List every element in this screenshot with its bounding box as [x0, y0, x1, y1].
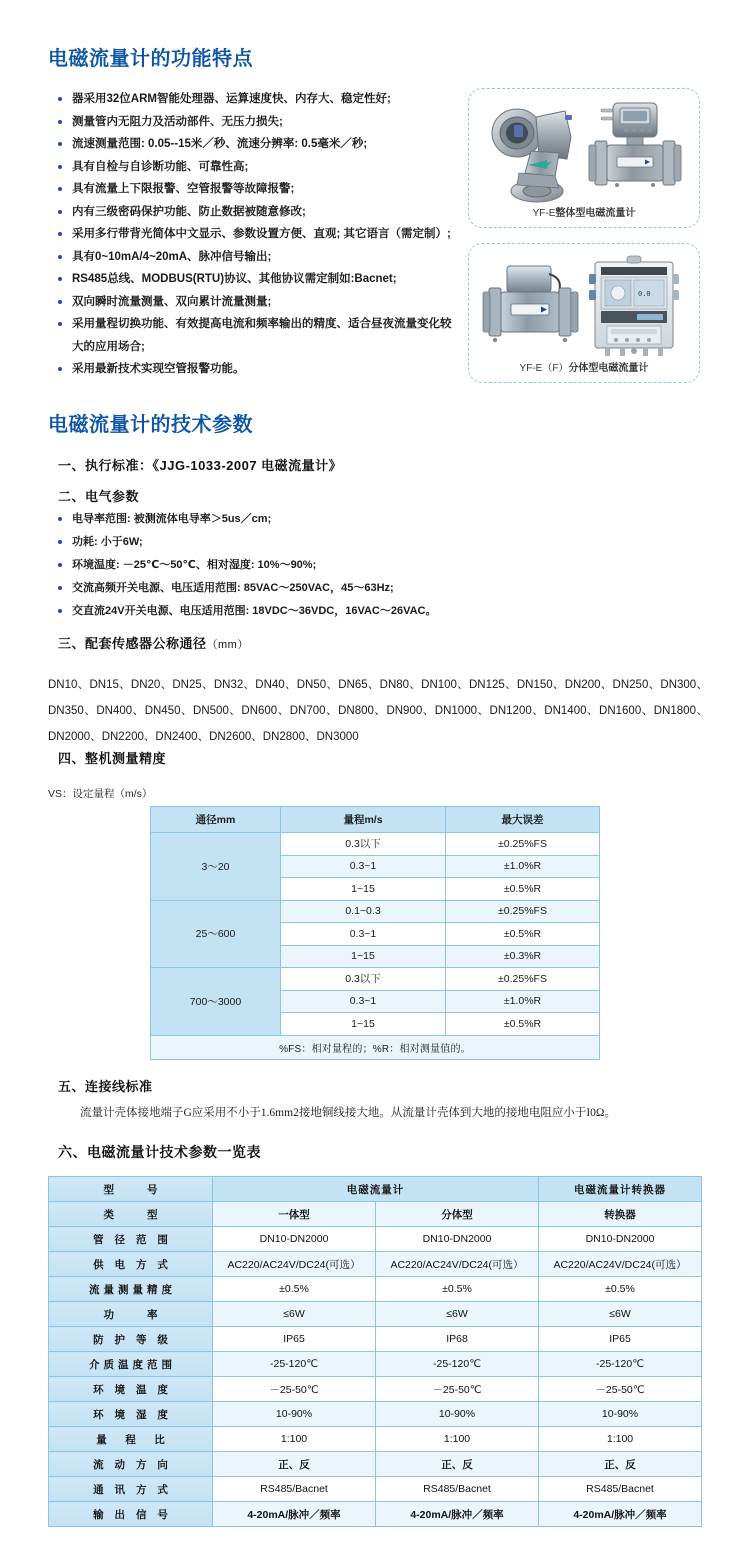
- spec-row-label: 流量测量精度: [49, 1277, 213, 1302]
- accuracy-table-body: [151, 833, 600, 1060]
- feature-item: 采用最新技术实现空管报警功能。: [58, 358, 458, 381]
- accuracy-cell-range: 0.3~1: [281, 923, 446, 946]
- spec-cell: 1:100: [539, 1427, 702, 1452]
- feature-item: 内有三级密码保护功能、防止数据被随意修改;: [58, 201, 458, 224]
- spec-cell: 10-90%: [539, 1402, 702, 1427]
- accuracy-group-diameter: 700～3000: [151, 968, 281, 1036]
- spec-table-row: [49, 1452, 702, 1477]
- spec-cell: -25-120℃: [539, 1352, 702, 1377]
- accuracy-cell-error: ±0.5%R: [446, 923, 600, 946]
- electrical-parameter-item: 电导率范围: 被测流体电导率＞5us／cm;: [58, 508, 578, 531]
- spec-cell: DN10-DN2000: [539, 1227, 702, 1252]
- feature-item: 器采用32位ARM智能处理器、运算速度快、内存大、稳定性好;: [58, 88, 458, 111]
- subsection-3-unit: （mm）: [206, 639, 249, 651]
- accuracy-cell-range: 1~15: [281, 878, 446, 901]
- vs-note: VS：设定量程（m/s）: [48, 788, 153, 800]
- accuracy-cell-range: 0.3~1: [281, 990, 446, 1013]
- accuracy-cell-range: 0.3~1: [281, 855, 446, 878]
- spec-cell: 一体型: [213, 1202, 376, 1227]
- spec-header-model: 型 号: [49, 1177, 213, 1202]
- electrical-parameter-item: 功耗: 小于6W;: [58, 531, 578, 554]
- spec-row-label: 通 讯 方 式: [49, 1477, 213, 1502]
- accuracy-header-diameter: 通径mm: [151, 807, 281, 833]
- spec-cell: AC220/AC24V/DC24(可选）: [376, 1252, 539, 1277]
- spec-cell: 1:100: [376, 1427, 539, 1452]
- spec-cell: 分体型: [376, 1202, 539, 1227]
- accuracy-cell-error: ±0.25%FS: [446, 968, 600, 991]
- spec-table-row: [49, 1202, 702, 1227]
- spec-cell: 10-90%: [376, 1402, 539, 1427]
- spec-cell: 4-20mA/脉冲／频率: [539, 1502, 702, 1527]
- spec-cell: IP65: [539, 1327, 702, 1352]
- caption-cn-2: 分体型电磁流量计: [568, 363, 649, 374]
- spec-cell: DN10-DN2000: [376, 1227, 539, 1252]
- electrical-parameter-item: 交直流24V开关电源、电压适用范围: 18VDC～36VDC，16VAC～26VAC。: [58, 600, 578, 623]
- spec-table-row: [49, 1377, 702, 1402]
- electrical-parameter-list: [58, 508, 578, 623]
- spec-table-row: [49, 1352, 702, 1377]
- spec-row-label: 量 程 比: [49, 1427, 213, 1452]
- spec-cell: RS485/Bacnet: [539, 1477, 702, 1502]
- accuracy-cell-error: ±0.25%FS: [446, 900, 600, 923]
- spec-cell: ≤6W: [539, 1302, 702, 1327]
- spec-table: [48, 1176, 702, 1527]
- accuracy-table-row: [151, 968, 600, 991]
- spec-row-label: 功 率: [49, 1302, 213, 1327]
- feature-item: 采用量程切换功能、有效提高电流和频率输出的精度、适合昼夜流量变化较大的应用场合;: [58, 313, 458, 358]
- caption-latin-2: YF-E（F）: [519, 363, 569, 374]
- spec-table-row: [49, 1502, 702, 1527]
- cable-standard-text: 流量计壳体接地端子G应采用不小于1.6mm2接地铜线接大地。从流量计壳体到大地的接地电阻应小于I0Ω。: [80, 1107, 616, 1119]
- accuracy-table-row: [151, 833, 600, 856]
- spec-cell: ≤6W: [213, 1302, 376, 1327]
- spec-cell: AC220/AC24V/DC24(可选）: [539, 1252, 702, 1277]
- spec-row-label: 供 电 方 式: [49, 1252, 213, 1277]
- subsection-6-spec-table: 六、电磁流量计技术参数一览表: [58, 1144, 261, 1160]
- spec-table-row: [49, 1402, 702, 1427]
- spec-cell: AC220/AC24V/DC24(可选）: [213, 1252, 376, 1277]
- feature-item: 双向瞬时流量测量、双向累计流量测量;: [58, 291, 458, 314]
- spec-cell: 10-90%: [213, 1402, 376, 1427]
- spec-cell: 4-20mA/脉冲／频率: [376, 1502, 539, 1527]
- accuracy-cell-error: ±1.0%R: [446, 855, 600, 878]
- spec-row-label: 环 境 湿 度: [49, 1402, 213, 1427]
- separated-flowmeter-illustration: [477, 252, 693, 362]
- caption-cn-1: 整体型电磁流量计: [555, 208, 636, 219]
- feature-item: 具有0~10mA/4~20mA、脉冲信号输出;: [58, 246, 458, 269]
- params-section-title: 电磁流量计的技术参数: [48, 414, 253, 436]
- spec-header-group-converter: 电磁流量计转换器: [539, 1177, 702, 1202]
- caption-latin-1: YF-E: [532, 208, 556, 219]
- spec-table-row: [49, 1277, 702, 1302]
- spec-row-label: 管 径 范 围: [49, 1227, 213, 1252]
- electrical-parameter-item: 环境温度: －25℃～50℃、相对湿度: 10%～90%;: [58, 554, 578, 577]
- svg-text:0.0: 0.0: [638, 290, 651, 298]
- integrated-flowmeter-caption: [469, 204, 699, 219]
- spec-cell: 正、反: [213, 1452, 376, 1477]
- spec-cell: 正、反: [376, 1452, 539, 1477]
- spec-cell: ±0.5%: [539, 1277, 702, 1302]
- spec-cell: DN10-DN2000: [213, 1227, 376, 1252]
- spec-cell: ±0.5%: [213, 1277, 376, 1302]
- spec-header-group-meter: 电磁流量计: [213, 1177, 539, 1202]
- accuracy-cell-range: 0.1~0.3: [281, 900, 446, 923]
- accuracy-cell-range: 0.3以下: [281, 833, 446, 856]
- spec-table-row: [49, 1327, 702, 1352]
- nominal-diameter-list: DN10、DN15、DN20、DN25、DN32、DN40、DN50、DN65、DN80、DN100、DN125、DN150、DN200、DN250、DN300、DN350、DN400、DN450、DN500、DN600、DN700、DN800、DN900、DN1000、DN1200、DN1400、DN1600、DN1800、DN2000、DN2200、DN2400、DN2600、DN2800、DN3000: [48, 679, 708, 743]
- accuracy-header-row: [151, 807, 600, 833]
- accuracy-cell-range: 0.3以下: [281, 968, 446, 991]
- spec-cell: 正、反: [539, 1452, 702, 1477]
- accuracy-cell-error: ±0.5%R: [446, 878, 600, 901]
- spec-cell: -25-120℃: [376, 1352, 539, 1377]
- feature-item: 测量管内无阻力及活动部件、无压力损失;: [58, 111, 458, 134]
- subsection-1-standard: 一、执行标准：《JJG-1033-2007 电磁流量计》: [58, 458, 343, 473]
- feature-item: RS485总线、MODBUS(RTU)协议、其他协议需定制如:Bacnet;: [58, 268, 458, 291]
- spec-cell: 4-20mA/脉冲／频率: [213, 1502, 376, 1527]
- subsection-3-label: 三、配套传感器公称通径: [58, 636, 207, 651]
- spec-cell: ±0.5%: [376, 1277, 539, 1302]
- spec-table-row: [49, 1427, 702, 1452]
- subsection-5-cable: 五、连接线标准: [58, 1079, 153, 1094]
- accuracy-cell-error: ±0.5%R: [446, 1013, 600, 1036]
- separated-flowmeter-caption: [469, 359, 699, 374]
- spec-row-label: 防 护 等 级: [49, 1327, 213, 1352]
- spec-row-label: 环 境 温 度: [49, 1377, 213, 1402]
- accuracy-header-range: 量程m/s: [281, 807, 446, 833]
- product-image-card-separated: [468, 243, 700, 383]
- spec-cell: 转换器: [539, 1202, 702, 1227]
- accuracy-group-diameter: 25～600: [151, 900, 281, 968]
- accuracy-footnote: %FS：相对量程的；%R：相对测量值的。: [151, 1035, 600, 1059]
- spec-cell: －25-50℃: [539, 1377, 702, 1402]
- spec-table-row: [49, 1302, 702, 1327]
- spec-cell: RS485/Bacnet: [213, 1477, 376, 1502]
- electrical-parameter-item: 交流高频开关电源、电压适用范围: 85VAC～250VAC，45～63Hz;: [58, 577, 578, 600]
- accuracy-cell-error: ±0.25%FS: [446, 833, 600, 856]
- spec-cell: 1:100: [213, 1427, 376, 1452]
- subsection-2-electrical: 二、电气参数: [58, 489, 140, 504]
- spec-row-label: 流 动 方 向: [49, 1452, 213, 1477]
- spec-cell: IP68: [376, 1327, 539, 1352]
- spec-cell: －25-50℃: [376, 1377, 539, 1402]
- spec-cell: RS485/Bacnet: [376, 1477, 539, 1502]
- spec-cell: ≤6W: [376, 1302, 539, 1327]
- product-image-card-integrated: [468, 88, 700, 228]
- spec-row-label: 介质温度范围: [49, 1352, 213, 1377]
- feature-item: 流速测量范围: 0.05--15米／秒、流速分辨率: 0.5毫米／秒;: [58, 133, 458, 156]
- features-section-title: 电磁流量计的功能特点: [48, 48, 253, 70]
- accuracy-cell-error: ±1.0%R: [446, 990, 600, 1013]
- spec-row-label: 类 型: [49, 1202, 213, 1227]
- spec-table-head: [49, 1177, 702, 1202]
- accuracy-table-row: [151, 900, 600, 923]
- spec-table-row: [49, 1477, 702, 1502]
- accuracy-footnote-row: [151, 1035, 600, 1059]
- accuracy-table-head: [151, 807, 600, 833]
- spec-table-body: [49, 1202, 702, 1527]
- spec-table-row: [49, 1252, 702, 1277]
- feature-item: 采用多行带背光简体中文显示、参数设置方便、直观; 其它语言（需定制）;: [58, 223, 458, 246]
- integrated-flowmeter-illustration: [477, 97, 693, 207]
- feature-item: 具有流量上下限报警、空管报警等故障报警;: [58, 178, 458, 201]
- accuracy-table: [150, 806, 600, 1060]
- subsection-3-diameters: [58, 633, 249, 652]
- spec-cell: IP65: [213, 1327, 376, 1352]
- subsection-4-accuracy: 四、整机测量精度: [58, 751, 167, 766]
- accuracy-cell-range: 1~15: [281, 945, 446, 968]
- feature-item: 具有自检与自诊断功能、可靠性高;: [58, 156, 458, 179]
- accuracy-cell-error: ±0.3%R: [446, 945, 600, 968]
- spec-row-label: 输 出 信 号: [49, 1502, 213, 1527]
- spec-cell: -25-120℃: [213, 1352, 376, 1377]
- spec-table-row: [49, 1227, 702, 1252]
- feature-bullet-list: [58, 88, 458, 381]
- accuracy-group-diameter: 3～20: [151, 833, 281, 901]
- accuracy-cell-range: 1~15: [281, 1013, 446, 1036]
- spec-cell: －25-50℃: [213, 1377, 376, 1402]
- spec-header-row: [49, 1177, 702, 1202]
- accuracy-header-error: 最大误差: [446, 807, 600, 833]
